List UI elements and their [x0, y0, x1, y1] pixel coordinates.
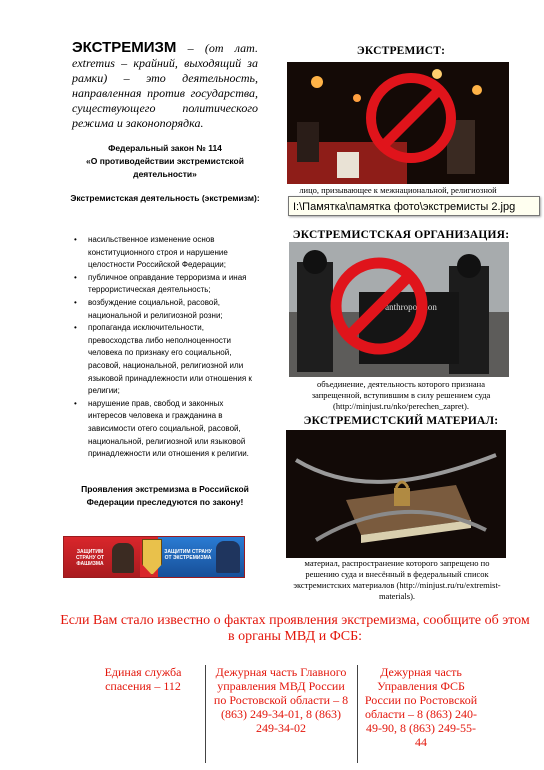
- extremist-material-heading: ЭКСТРЕМИСТСКИЙ МАТЕРИАЛ:: [303, 415, 499, 427]
- federal-law-title: [70, 142, 260, 181]
- extremist-heading: ЭКСТРЕМИСТ:: [356, 45, 446, 57]
- divider: [205, 665, 206, 763]
- activity-list: [70, 234, 260, 461]
- list-item: • публичное оправдание терроризма и иная террористическая деятельность;: [70, 272, 260, 297]
- prohibition-icon: [363, 70, 459, 166]
- dash: –: [176, 41, 205, 55]
- extremist-organization-caption: объединение, деятельность которого признана запрещенной, вступившим в силу решением суда (http://minjust.ru/nko/perechen_zapret).: [311, 379, 491, 411]
- contact-fsb-duty: Дежурная часть Управления ФСБ России по Ростовской области – 8 (863) 240-49-90, 8 (863) 249-55-44: [364, 665, 478, 749]
- banner-left-caption: ЗАЩИТИМ СТРАНУ ОТ ФАШИЗМА: [75, 549, 105, 567]
- extremist-material-caption: материал, распространение которого запрещено по решению суда и внесённый в федеральный список экстремистских материалов (http://minjust.ru/ru/extremist-materials).: [293, 558, 501, 601]
- extremist-organization-photo: [289, 242, 509, 377]
- extremist-material-photo: [286, 430, 506, 558]
- divider: [357, 665, 358, 763]
- prohibition-icon: [327, 254, 431, 358]
- campaign-banner: [63, 536, 245, 578]
- list-item: • насильственное изменение основ конституционного строя и нарушение целостности Российской Федерации;: [70, 234, 260, 272]
- list-item: • нарушение прав, свобод и законных интересов человека и гражданина в зависимости отего социальной, расовой, национальной, религиозной или языковой принадлежности или отношения к религии.: [70, 398, 260, 461]
- banner-figure-image: [112, 543, 134, 573]
- prosecution-notice: Проявления экстремизма в Российской Федерации преследуются по закону!: [81, 484, 249, 507]
- extremist-photo: [287, 62, 509, 184]
- banner-figure-image: [216, 541, 240, 573]
- extremist-organization-heading: ЭКСТРЕМИСТСКАЯ ОРГАНИЗАЦИЯ:: [292, 229, 510, 241]
- contact-emergency-service: Единая служба спасения – 112: [104, 665, 182, 693]
- report-notice: Если Вам стало известно о фактах проявления экстремизма, сообщите об этом в органы МВД и ФСБ:: [60, 613, 530, 644]
- shirt-text: anthropo ision: [385, 302, 437, 312]
- law-number: Федеральный закон № 114: [108, 143, 222, 153]
- contact-mvd-duty: Дежурная часть Главного управления МВД России по Ростовской области – 8 (863) 249-34-01, 8 (863) 249-34-02: [213, 665, 349, 735]
- law-name: «О противодействии экстремистской деятельности»: [86, 156, 244, 179]
- file-path-tooltip: I:\Памятка\памятка фото\экстремисты 2.jpg: [288, 196, 540, 216]
- activity-title: Экстремистская деятельность (экстремизм):: [70, 193, 260, 203]
- banner-right-caption: ЗАЩИТИМ СТРАНУ ОТ ЭКСТРЕМИЗМА: [164, 549, 212, 561]
- extremism-term: ЭКСТРЕМИЗМ: [72, 39, 177, 56]
- extremist-caption: лицо, призывающее к межнациональной, религиозной: [299, 185, 497, 195]
- chained-book-image: [286, 430, 506, 558]
- list-item: • пропаганда исключительности, превосходства либо неполноценности человека по признаку его социальной, расовой, национальной, религиозной или языковой принадлежности или отношения к религии;: [70, 322, 260, 398]
- list-item: • возбуждение социальной, расовой, национальной и религиозной розни;: [70, 297, 260, 322]
- extremism-definition: [72, 40, 258, 131]
- extremism-definition-text: (от лат. extremus – крайний, выходящий за рамки) – это деятельность, направленная против государства, существующего политического режима и законопорядка.: [72, 41, 258, 130]
